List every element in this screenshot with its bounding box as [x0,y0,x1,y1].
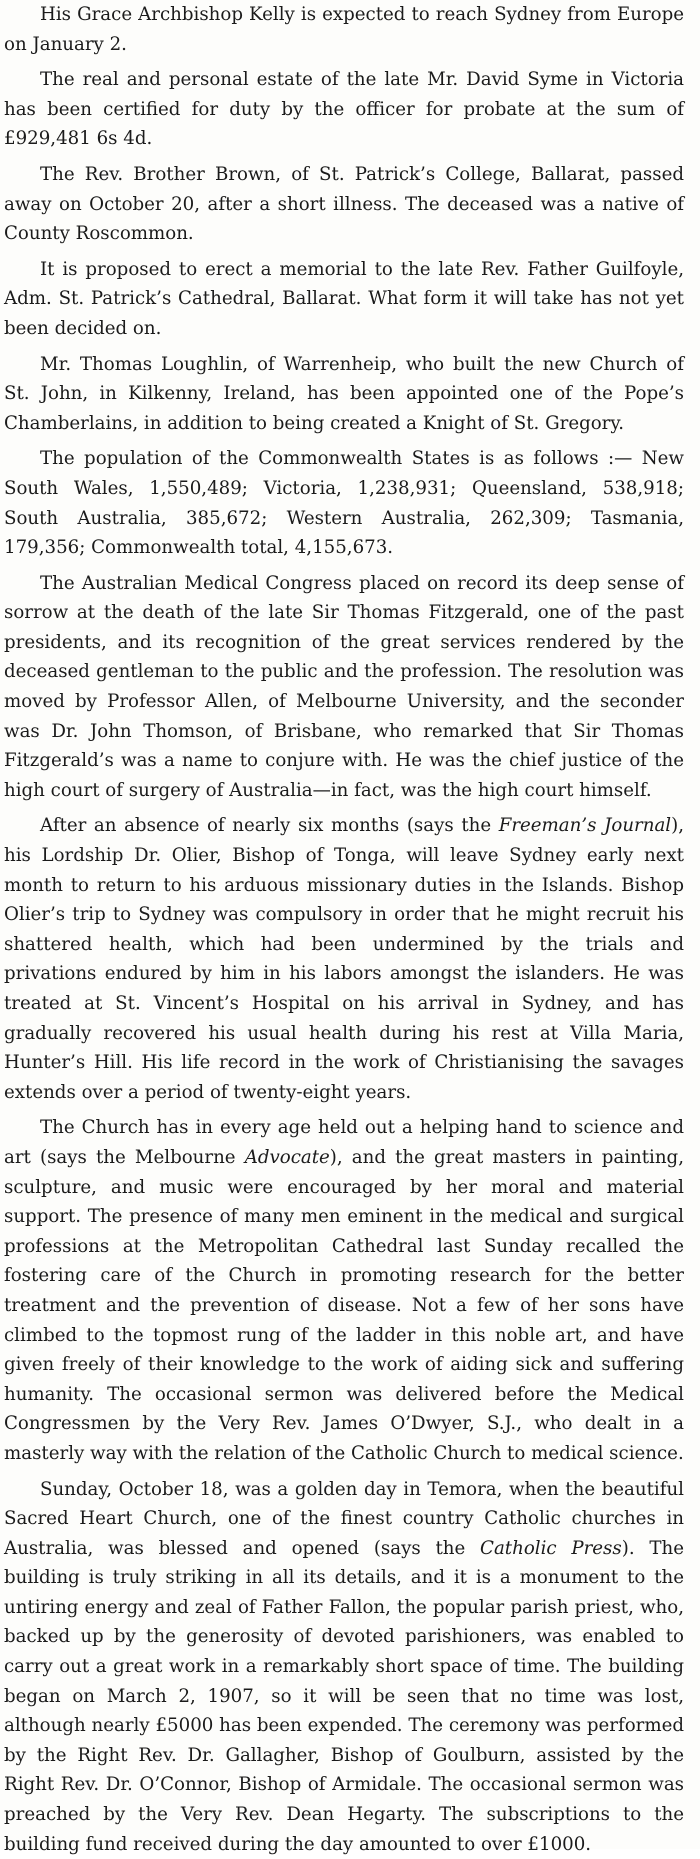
publication-title: Freeman’s Journal [499,815,671,836]
paragraph-text: After an absence of nearly six months (says the [40,815,499,836]
paragraph-text: The Church has in every age held out a helping hand to science and art (says the Melbourne [4,1117,684,1168]
news-paragraph [4,350,684,439]
paragraph-text: ), his Lordship Dr. Olier, Bishop of Tonga, will leave Sydney early next month to return to his arduous missionary duties in the Islands. Bishop Olier’s trip to Sydney was compulsory in order that he might recruit his shattered health, which had been undermined by the trials and privations endured by him in his labors amongst the islanders. He was treated at St. Vincent’s Hospital on his arrival in Sydney, and has gradually recovered his usual health during his rest at Villa Maria, Hunter’s Hill. His life record in the work of Christianising the savages extends over a period of twenty-eight years. [4,815,684,1102]
news-paragraph [4,1475,684,1859]
paragraph-text: Mr. Thomas Loughlin, of Warrenheip, who built the new Church of St. John, in Kilkenny, Ireland, has been appointed one of the Pope’s Chamberlains, in addition to being created a Knight of St. Gregory. [4,354,684,434]
news-paragraph [4,0,684,59]
news-paragraph [4,160,684,249]
paragraph-text: The population of the Commonwealth States is as follows :— New South Wales, 1,550,489; Victoria, 1,238,931; Queensland, 538,918; South Australia, 385,672; Western Australia, 262,309; Tasmania, 179,356; Commonwealth total, 4,155,673. [4,448,684,558]
publication-title: Catholic Press [480,1538,622,1559]
news-paragraph [4,255,684,344]
paragraph-text: Sunday, October 18, was a golden day in Temora, when the beautiful Sacred Heart Church, one of the finest country Catholic churches in Australia, was blessed and opened (says the [4,1479,684,1559]
paragraph-text: It is proposed to erect a memorial to the late Rev. Father Guilfoyle, Adm. St. Patrick’s Cathedral, Ballarat. What form it will take has not yet been decided on. [4,259,684,339]
news-column [4,0,684,1859]
paragraph-text: ), and the great masters in painting, sculpture, and music were encouraged by her moral and material support. The presence of many men eminent in the medical and surgical professions at the Metropolitan Cathedral last Sunday recalled the fostering care of the Church in promoting research for the better treatment and the prevention of disease. Not a few of her sons have climbed to the topmost rung of the ladder in this noble art, and have given freely of their knowledge to the work of aiding sick and suffering humanity. The occasional sermon was delivered before the Medical Congressmen by the Very Rev. James O’Dwyer, S.J., who dealt in a masterly way with the relation of the Catholic Church to medical science. [4,1147,684,1464]
paragraph-text: The Rev. Brother Brown, of St. Patrick’s College, Ballarat, passed away on October 20, after a short illness. The deceased was a native of County Roscommon. [4,164,684,244]
paragraph-text: ). The building is truly striking in all its details, and it is a monument to the untiring energy and zeal of Father Fallon, the popular parish priest, who, backed up by the generosity of devoted parishioners, was enabled to carry out a great work in a remarkably short space of time. The building began on March 2, 1907, so it will be seen that no time was lost, although nearly £5000 has been expended. The ceremony was performed by the Right Rev. Dr. Gallagher, Bishop of Goulburn, assisted by the Right Rev. Dr. O’Connor, Bishop of Armidale. The occasional sermon was preached by the Very Rev. Dean Hegarty. The subscriptions to the building fund received during the day amounted to over £1000. [4,1538,684,1855]
news-paragraph [4,569,684,806]
paragraph-text: His Grace Archbishop Kelly is expected to reach Sydney from Europe on January 2. [4,4,684,55]
news-paragraph [4,65,684,154]
news-paragraph [4,811,684,1107]
publication-title: Advocate [245,1147,330,1168]
paragraph-text: The real and personal estate of the late Mr. David Syme in Victoria has been certified for duty by the officer for probate at the sum of £929,481 6s 4d. [4,69,684,149]
news-paragraph [4,444,684,562]
paragraph-text: The Australian Medical Congress placed on record its deep sense of sorrow at the death of the late Sir Thomas Fitzgerald, one of the past presidents, and its recognition of the great services rendered by the deceased gentleman to the public and the profession. The resolution was moved by Professor Allen, of Melbourne University, and the seconder was Dr. John Thomson, of Brisbane, who remarked that Sir Thomas Fitzgerald’s was a name to conjure with. He was the chief justice of the high court of surgery of Australia—in fact, was the high court himself. [4,573,684,801]
news-paragraph [4,1113,684,1468]
